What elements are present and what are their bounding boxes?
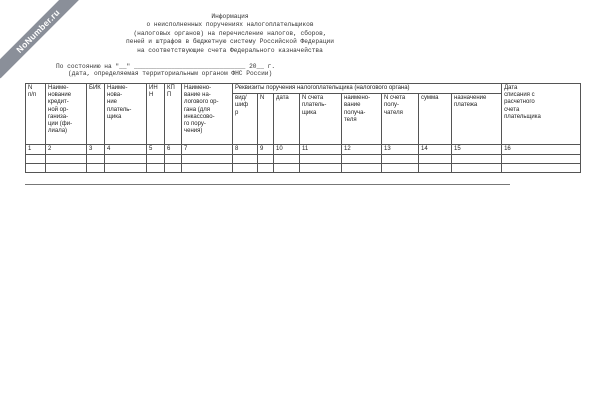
sub-header-date: дата [274, 94, 300, 145]
column-number: 10 [274, 145, 300, 155]
table-row-empty [26, 164, 581, 173]
bottom-divider [25, 184, 510, 185]
column-number: 7 [182, 145, 233, 155]
sub-header-payer-account: N счета платель- щика [300, 94, 342, 145]
col-header-order-details: Реквизиты поручения налогоплательщика (налогового органа) [233, 84, 502, 94]
col-header-tax-authority: Наимено- вание на- логового ор- гана (для инкассово- го пору- чения) [182, 84, 233, 145]
heading-line-4: пеней и штрафов в бюджетную систему Российской Федерации [126, 38, 334, 46]
column-number: 16 [502, 145, 581, 155]
column-number: 8 [233, 145, 258, 155]
heading-line-3: (налоговых органов) на перечисление налогов, сборов, [133, 29, 327, 37]
column-number: 13 [382, 145, 419, 155]
table-row-empty [26, 155, 581, 164]
column-number: 15 [452, 145, 502, 155]
col-header-payer: Наиме- нова- ние платель- щика [105, 84, 147, 145]
col-header-num: N п/п [26, 84, 46, 145]
heading-line-5: на соответствующие счета Федерального казначейства [137, 46, 323, 54]
sub-header-recipient: наимено- вание получа- теля [342, 94, 382, 145]
watermark-logo: NoNumber.ru [0, 0, 85, 78]
col-header-inn: ИН Н [147, 84, 165, 145]
document-heading [0, 13, 460, 55]
table-header-row [26, 84, 581, 94]
column-number: 5 [147, 145, 165, 155]
column-number: 12 [342, 145, 382, 155]
column-number: 4 [105, 145, 147, 155]
column-number: 3 [87, 145, 105, 155]
column-numbers-row [26, 145, 581, 155]
col-header-kpp: КП П [165, 84, 182, 145]
col-header-bank: Наиме- нование кредит- ной ор- ганиза- ции (фи- лиала) [46, 84, 87, 145]
sub-header-amount: сумма [419, 94, 452, 145]
payment-orders-table [25, 83, 581, 173]
heading-line-2: о неисполненных поручениях налогоплательщиков [146, 21, 314, 29]
col-header-bik: БИК [87, 84, 105, 145]
sub-header-recipient-account: N счета полу- чателя [382, 94, 419, 145]
column-number: 6 [165, 145, 182, 155]
col-header-debit-date: Дата списания с расчетного счета плательщика [502, 84, 581, 145]
date-note: (дата, определяемая территориальным органом ФНС России) [68, 70, 273, 77]
heading-line-1: Информация [211, 13, 249, 20]
sub-header-purpose: назначение платежа [452, 94, 502, 145]
column-number: 9 [258, 145, 274, 155]
column-number: 1 [26, 145, 46, 155]
column-number: 11 [300, 145, 342, 155]
column-number: 2 [46, 145, 87, 155]
sub-header-type: вид/ шиф р [233, 94, 258, 145]
date-line: По состоянию на "__" ______________________________ 20__ г. [56, 63, 276, 70]
sub-header-n: N [258, 94, 274, 145]
column-number: 14 [419, 145, 452, 155]
